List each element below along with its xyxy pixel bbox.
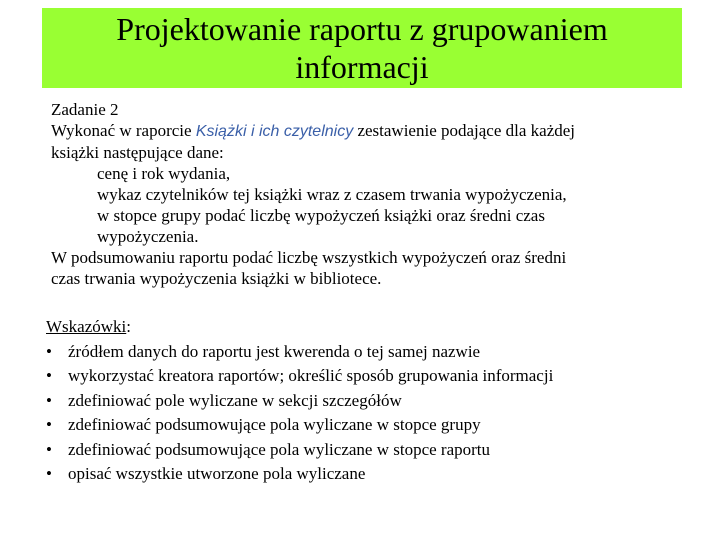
title-banner: [42, 8, 682, 88]
task-section: [51, 99, 701, 289]
bullet-icon: •: [46, 439, 52, 459]
hints-heading-colon: :: [126, 317, 131, 336]
page-title: [116, 10, 607, 86]
bullet-icon: •: [46, 464, 52, 483]
task-summary-line-1: W podsumowaniu raportu podać liczbę wszystkich wypożyczeń oraz średni: [51, 248, 567, 267]
title-line-1: Projektowanie raportu z grupowaniem: [116, 11, 608, 47]
hints-heading: Wskazówki: [46, 317, 127, 336]
list-item: [46, 364, 568, 389]
hints-list: [46, 340, 686, 487]
hint-text: zdefiniować podsumowujące pola wyliczane w stopce grupy: [68, 415, 481, 434]
hints-heading-row: [46, 315, 686, 340]
task-intro-after: zestawienie podające dla każdej: [353, 121, 576, 140]
list-item: [46, 389, 686, 414]
task-summary-line-2: czas trwania wypożyczenia książki w bibliotece.: [51, 269, 382, 288]
task-item-group-footer: w stopce grupy podać liczbę wypożyczeń książki oraz średni czas wypożyczenia.: [97, 206, 545, 246]
title-line-2: informacji: [295, 49, 429, 85]
list-item: [46, 462, 686, 487]
hint-text: wykorzystać kreatora raportów; określić sposób grupowania informacji: [68, 366, 554, 385]
task-intro-line-2: książki następujące dane:: [51, 143, 224, 162]
list-item: [46, 438, 686, 463]
task-intro-before: Wykonać w raporcie: [51, 121, 196, 140]
hint-text: źródłem danych do raportu jest kwerenda o tej samej nazwie: [68, 341, 481, 361]
bullet-icon: •: [46, 366, 52, 385]
bullet-icon: •: [46, 390, 52, 410]
hint-text: zdefiniować podsumowujące pola wyliczane w stopce raportu: [68, 439, 491, 459]
hint-text: zdefiniować pole wyliczane w sekcji szczegółów: [68, 390, 402, 410]
hints-section: [46, 315, 686, 487]
task-intro: [51, 120, 701, 142]
list-item: [46, 340, 686, 365]
bullet-icon: •: [46, 341, 52, 361]
task-heading: Zadanie 2: [51, 100, 119, 119]
list-item: [46, 413, 686, 438]
bullet-icon: •: [46, 415, 52, 434]
hint-text: opisać wszystkie utworzone pola wyliczane: [68, 464, 366, 483]
task-item-price-year: cenę i rok wydania,: [97, 164, 231, 183]
report-name: Książki i ich czytelnicy: [195, 123, 354, 140]
task-item-readers: wykaz czytelników tej książki wraz z czasem trwania wypożyczenia,: [97, 185, 567, 204]
